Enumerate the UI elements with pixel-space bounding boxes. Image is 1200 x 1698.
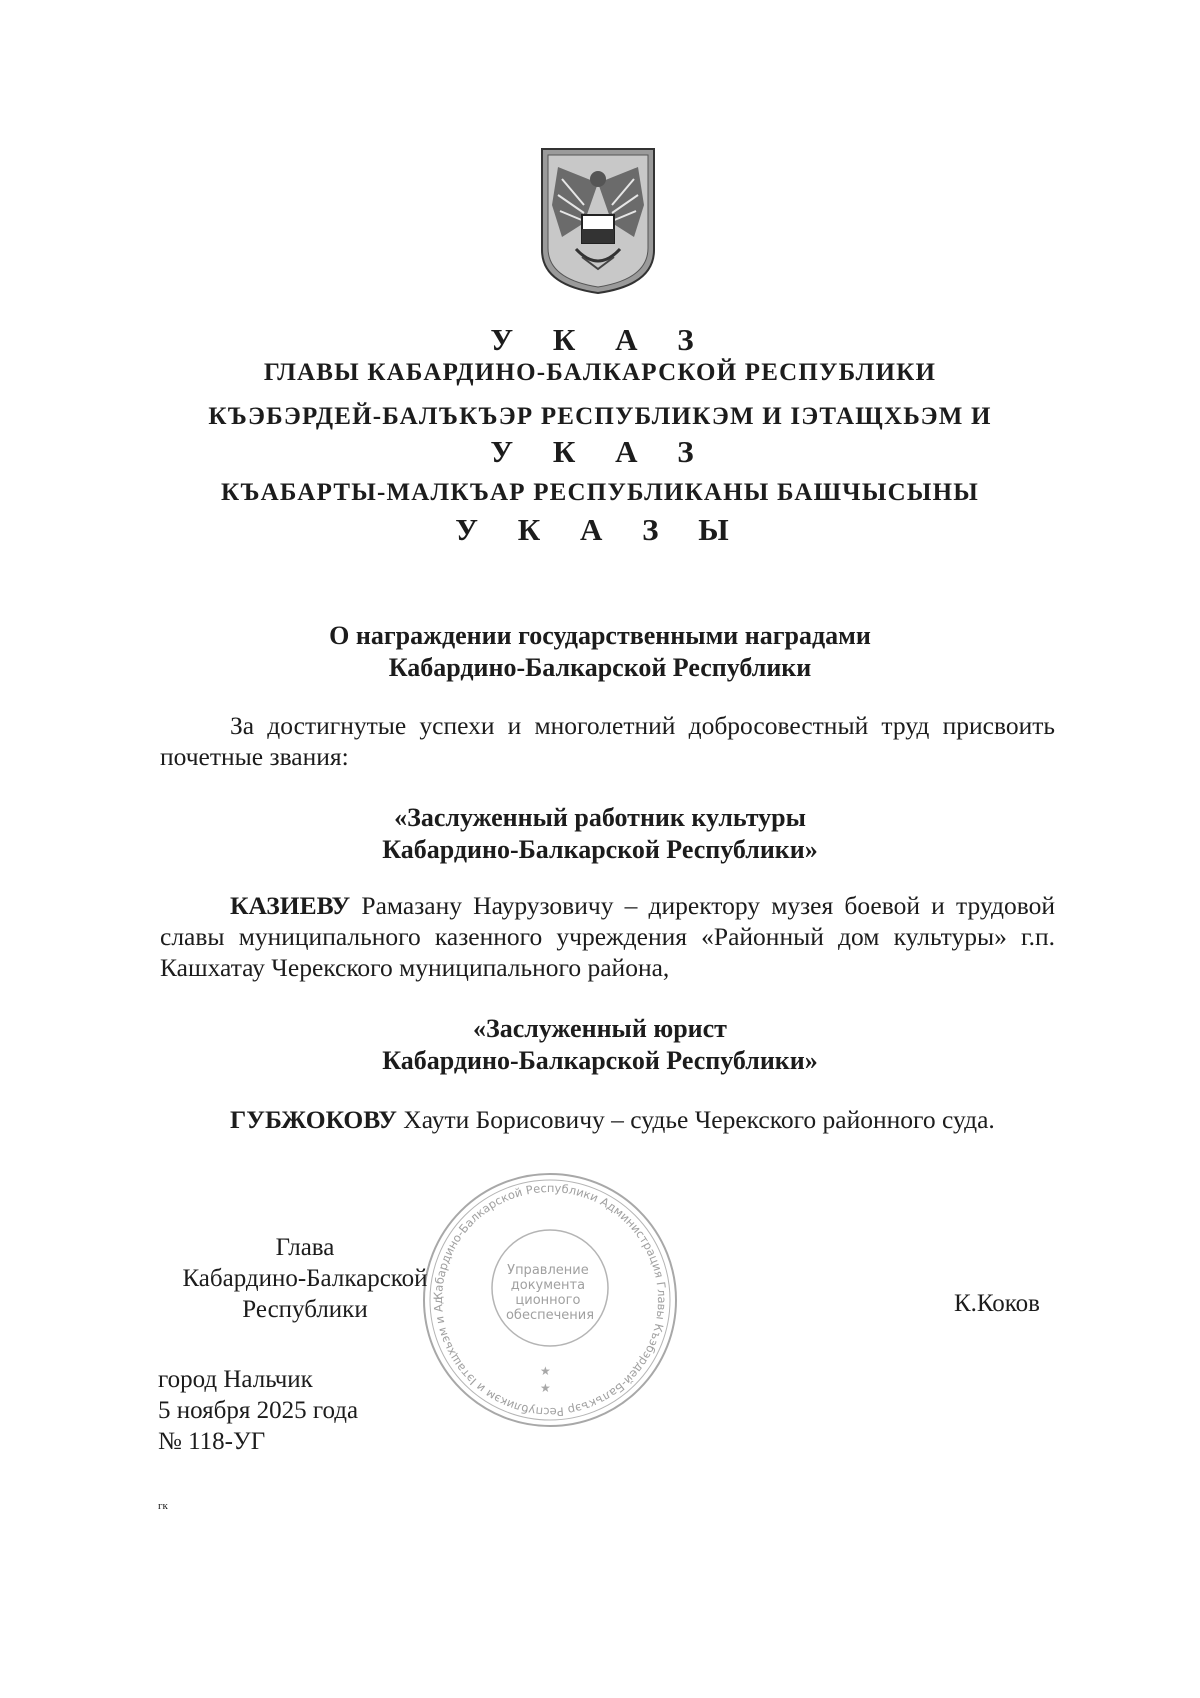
header-ukaz: У К А З bbox=[490, 322, 710, 357]
award-title-lawyer bbox=[0, 1013, 1200, 1077]
signatory-name: К.Коков bbox=[953, 1290, 1040, 1317]
recipient-paragraph-2 bbox=[160, 1104, 1055, 1135]
signatory-position-line1: Глава bbox=[275, 1234, 335, 1261]
svg-text:★: ★ bbox=[540, 1381, 551, 1395]
recipient-2-surname: ГУБЖОКОВУ bbox=[230, 1105, 397, 1134]
recipient-2-details: Хаути Борисовичу – судье Черекского районного суда. bbox=[396, 1105, 995, 1134]
award-title-lawyer-line1: «Заслуженный юрист bbox=[473, 1014, 727, 1043]
footer-date: 5 ноября 2025 года bbox=[158, 1397, 359, 1424]
award-title-culture-line2: Кабардино-Балкарской Республики» bbox=[382, 835, 818, 864]
intro-paragraph: За достигнутые успехи и многолетний добросовестный труд присвоить почетные звания: bbox=[160, 711, 1055, 771]
signatory-position-line3: Республики bbox=[242, 1296, 368, 1323]
recipient-1-details: Рамазану Наурузовичу – директору музея боевой и трудовой славы муниципального казенного учреждения «Районный дом культуры» г.п. Кашхатау Черекского муниципального района, bbox=[160, 891, 1055, 982]
decree-title-line2: Кабардино-Балкарской Республики bbox=[388, 653, 812, 682]
footer-place-date bbox=[158, 1364, 358, 1457]
footer-initials: гк bbox=[158, 1500, 168, 1512]
signatory-position bbox=[160, 1232, 450, 1325]
coat-of-arms-icon bbox=[538, 145, 658, 295]
award-title-culture bbox=[0, 802, 1200, 866]
header-line-kabardian: КЪЭБЭРДЕЙ-БАЛЪКЪЭР РЕСПУБЛИКЭМ И IЭТАЩХЬЭМ И bbox=[208, 403, 992, 430]
signatory-position-line2: Кабардино-Балкарской bbox=[182, 1265, 428, 1292]
seal-outer-text: Кабардино-Балкарской Республики Администрация Главы Къэбэрдей-Балъкъэр Республикэм и Iэтащхьэм и Ад bbox=[430, 1180, 670, 1420]
footer-city: город Нальчик bbox=[158, 1366, 313, 1393]
svg-text:★: ★ bbox=[540, 1364, 551, 1378]
recipient-1-surname: КАЗИЕВУ bbox=[230, 891, 351, 920]
decree-title-line1: О награждении государственными наградами bbox=[329, 621, 871, 650]
header-line-balkar: КЪАБАРТЫ-МАЛКЪАР РЕСПУБЛИКАНЫ БАШЧЫСЫНЫ bbox=[221, 479, 979, 506]
header-ukaz-kabardian: У К А З bbox=[490, 434, 710, 469]
header-ukazy-balkar: У К А З Ы bbox=[455, 512, 745, 547]
official-seal-icon bbox=[420, 1170, 680, 1430]
header-line-russian: ГЛАВЫ КАБАРДИНО-БАЛКАРСКОЙ РЕСПУБЛИКИ bbox=[263, 359, 937, 386]
award-title-lawyer-line2: Кабардино-Балкарской Республики» bbox=[382, 1046, 818, 1075]
decree-title bbox=[0, 620, 1200, 684]
award-title-culture-line1: «Заслуженный работник культуры bbox=[394, 803, 806, 832]
seal-inner-text: Управление документа ционного обеспечения bbox=[505, 1263, 595, 1323]
footer-number: № 118-УГ bbox=[158, 1428, 266, 1455]
recipient-paragraph-1 bbox=[160, 890, 1055, 983]
